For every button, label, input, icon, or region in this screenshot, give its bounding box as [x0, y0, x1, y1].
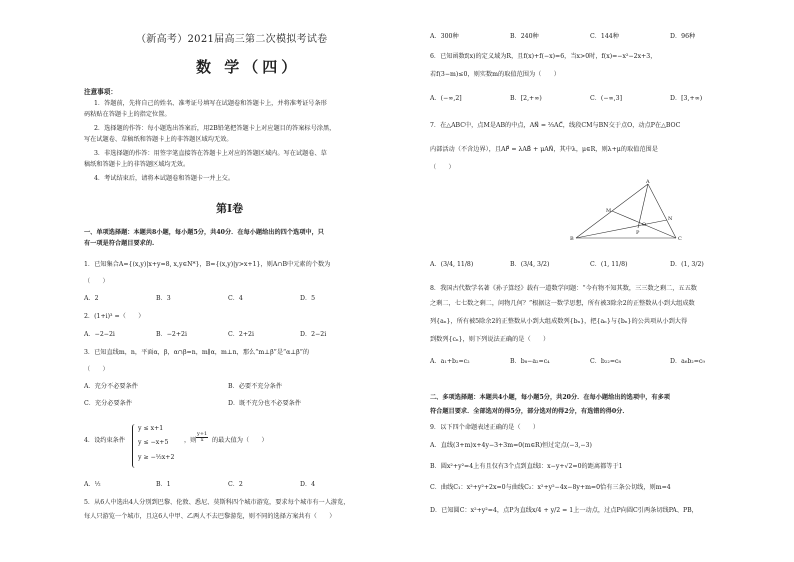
option-b[interactable]: B．必要不充分条件 [228, 383, 283, 390]
part-one-title: 第Ⅰ卷 [216, 202, 244, 215]
option-d[interactable]: D．[3,+∞) [670, 95, 703, 102]
option-d[interactable]: D．(1, 3/2) [670, 261, 704, 268]
question-5-stem-cont: 每人只游览一个城市，且这6人中甲、乙两人不去巴黎游览，则不同的选择方案共有（ ） [84, 513, 336, 520]
option-d[interactable]: D．96种 [670, 33, 696, 40]
question-8-stem: 8．我国古代数学名著《孙子算经》载有一道数学问题：“今有物不知其数，三三数之剩二，五五数 [430, 285, 697, 292]
option-a[interactable]: A．充分不必要条件 [84, 383, 138, 390]
option-b[interactable]: B．圆x²+y²=4上有且仅有3个点到直线l：x−y+√2=0的距离都等于1 [430, 463, 623, 470]
section2-heading: 二、多项选择题：本题共4小题，每小题5分，共20分．在每小题给出的选项中，有多项 [430, 394, 670, 401]
option-b[interactable]: B．b₈−a₂=c₄ [510, 358, 550, 365]
option-c[interactable]: C．(1, 11/8) [590, 261, 628, 268]
option-d[interactable]: D．a₆b₂=c₉ [670, 358, 705, 365]
answer-paren: （ ） [84, 278, 109, 285]
question-5-stem: 5．从6人中选出4人分别到巴黎、伦敦、悉尼、莫斯科四个城市游览，要求每个城市有一人游览， [84, 499, 350, 506]
point-label-p: P [636, 230, 640, 236]
answer-paren: （ ） [84, 366, 109, 373]
section1-heading-cont: 有一项是符合题目要求的. [84, 240, 155, 247]
option-c[interactable]: C．b₂₂=c₈ [590, 358, 621, 365]
question-8-stem-cont: 之剩二，七七数之剩二，问物几何？”根据这一数学思想，所有被3除余2的正整数从小到大组成数 [430, 300, 695, 307]
answer-paren: （ ） [430, 164, 455, 171]
question-1-stem: 1．已知集合A={(x,y)|x+y=8, x,y∈N*}，B={(x,y)|y>x+1}，则A∩B中元素的个数为 [84, 261, 331, 268]
option-d[interactable]: D．4 [300, 481, 316, 488]
option-c[interactable]: C．(−∞,3] [590, 95, 622, 102]
point-label-n: N [668, 216, 673, 222]
constraint: y ≤ x+1 [138, 425, 164, 432]
section1-heading: 一、单项选择题：本题共8小题，每小题5分，共40分．在每小题给出的四个选项中，只 [84, 229, 324, 236]
option-d[interactable]: D．2−2i [300, 331, 327, 338]
constraint: y ≥ −½x+2 [138, 454, 175, 461]
option-a[interactable]: A．2 [84, 295, 99, 302]
exam-title: （新高考）2021届高三第二次模拟考试卷 [136, 34, 328, 45]
option-a[interactable]: A．½ [84, 481, 101, 488]
option-c[interactable]: C．充分必要条件 [84, 400, 133, 407]
point-label-m: M [606, 208, 612, 214]
question-6-stem: 6．已知函数f(x)的定义域为R，且f(x)+f(−x)=6，当x>0时，f(x)=−x²−2x+3， [430, 53, 657, 60]
question-4-prefix: 4．设约束条件 [84, 437, 126, 444]
note-line: 3．非选择题的作答：用签字笔直接答在答题卡上对应的答题区域内。写在试题卷、草 [94, 150, 327, 157]
option-b[interactable]: B．−2+2i [156, 331, 187, 338]
question-2-stem: 2．(1+i)³ =（ ） [84, 313, 145, 320]
option-a[interactable]: A．直线(3+m)x+4y−3+3m=0(m∈R)恒过定点(−3,−3) [430, 442, 592, 449]
note-line: 2．选择题的作答：每小题选出答案后，用2B铅笔把答题卡上对应题目的答案标号涂黑， [94, 125, 336, 132]
option-a[interactable]: A．(−∞,2] [430, 95, 462, 102]
notes-heading: 注意事项： [84, 88, 117, 96]
question-8-stem-cont: 到数列{cₙ}，则下列说法正确的是（ ） [430, 336, 550, 343]
option-a[interactable]: A．300种 [430, 33, 459, 40]
point-label-c: C [678, 236, 682, 242]
option-b[interactable]: B．240种 [510, 33, 539, 40]
point-label-b: B [570, 236, 574, 242]
question-8-stem-cont: 列{aₙ}，所有被5除余2的正整数从小到大组成数列{bₙ}，把{aₙ}与{bₙ}的公共项从小到大得 [430, 318, 688, 325]
point-label-a: A [646, 179, 650, 185]
option-d[interactable]: D．既不充分也不必要条件 [228, 400, 302, 407]
option-c[interactable]: C．4 [228, 295, 243, 302]
option-d[interactable]: D．已知圆C：x²+y²=4，点P为直线x/4 + y/2 = 1上一动点，过点P向圆C引两条切线PA、PB， [430, 507, 698, 514]
note-line: 1．答题前，先将自己的姓名、准考证号填写在试题卷和答题卡上，并将准考证号条形 [94, 100, 327, 107]
note-line: 4．考试结束后，请将本试题卷和答题卡一并上交。 [94, 175, 235, 182]
question-6-stem-cont: 若f(3−m)≤0，则实数m的取值范围为（ ） [430, 71, 560, 78]
question-4-suffix: 的最大值为（ ） [212, 437, 268, 444]
option-c[interactable]: C．2+2i [228, 331, 254, 338]
point-label-o: O [642, 222, 647, 228]
option-d[interactable]: D．5 [300, 295, 316, 302]
option-c[interactable]: C．144种 [590, 33, 619, 40]
question-3-stem: 3．已知直线m，n，平面α，β，α∩β=n，m∥α，m⊥n，那么“m⊥β”是“α⊥β”的 [84, 349, 310, 356]
option-b[interactable]: B．(3/4, 3/2) [510, 261, 550, 268]
option-a[interactable]: A．a₁+b₂=c₂ [430, 358, 470, 365]
note-line: 码粘贴在答题卡上的指定位置。 [84, 111, 171, 118]
subject-title: 数 学（四） [196, 58, 301, 76]
note-line: 写在试题卷、草稿纸和答题卡上的非答题区域均无效。 [84, 136, 233, 143]
fraction-numerator: y+1 [197, 431, 208, 437]
constraint: y ≤ −x+5 [138, 439, 169, 446]
question-7-stem: 7．在△ABC中，点M是AB的中点，AN⃗ = ⅔AC⃗，线段CM与BN交于点O，动点P在△BOC [430, 122, 681, 129]
option-c[interactable]: C．曲线C₁：x²+y²+2x=0与曲线C₂：x²+y²−4x−8y+m=0恰有三条公切线，则m=4 [430, 484, 671, 491]
option-c[interactable]: C．2 [228, 481, 243, 488]
note-line: 稿纸和答题卡上的非答题区域均无效。 [84, 161, 190, 168]
system-brace [132, 424, 137, 468]
section2-heading-cont: 符合题目要求．全部选对的得5分，部分选对的得2分，有选错的得0分． [430, 408, 629, 415]
option-b[interactable]: B．1 [156, 481, 171, 488]
question-4-mid: ，则 [184, 437, 197, 444]
question-7-stem-cont: 内部活动（不含边界），且AP⃗ = λAB⃗ + μAN⃗，其中λ，μ∈R，则λ+μ的取值范围是 [430, 146, 658, 153]
triangle-diagram [568, 180, 686, 244]
option-a[interactable]: A．(3/4, 11/8) [430, 261, 474, 268]
objective-fraction [196, 432, 208, 443]
option-b[interactable]: B．[2,+∞) [510, 95, 542, 102]
question-9-stem: 9．以下四个命题表述正确的是（ ） [430, 424, 540, 431]
option-b[interactable]: B．3 [156, 295, 171, 302]
fraction-denominator: x [200, 437, 204, 443]
option-a[interactable]: A．−2−2i [84, 331, 115, 338]
